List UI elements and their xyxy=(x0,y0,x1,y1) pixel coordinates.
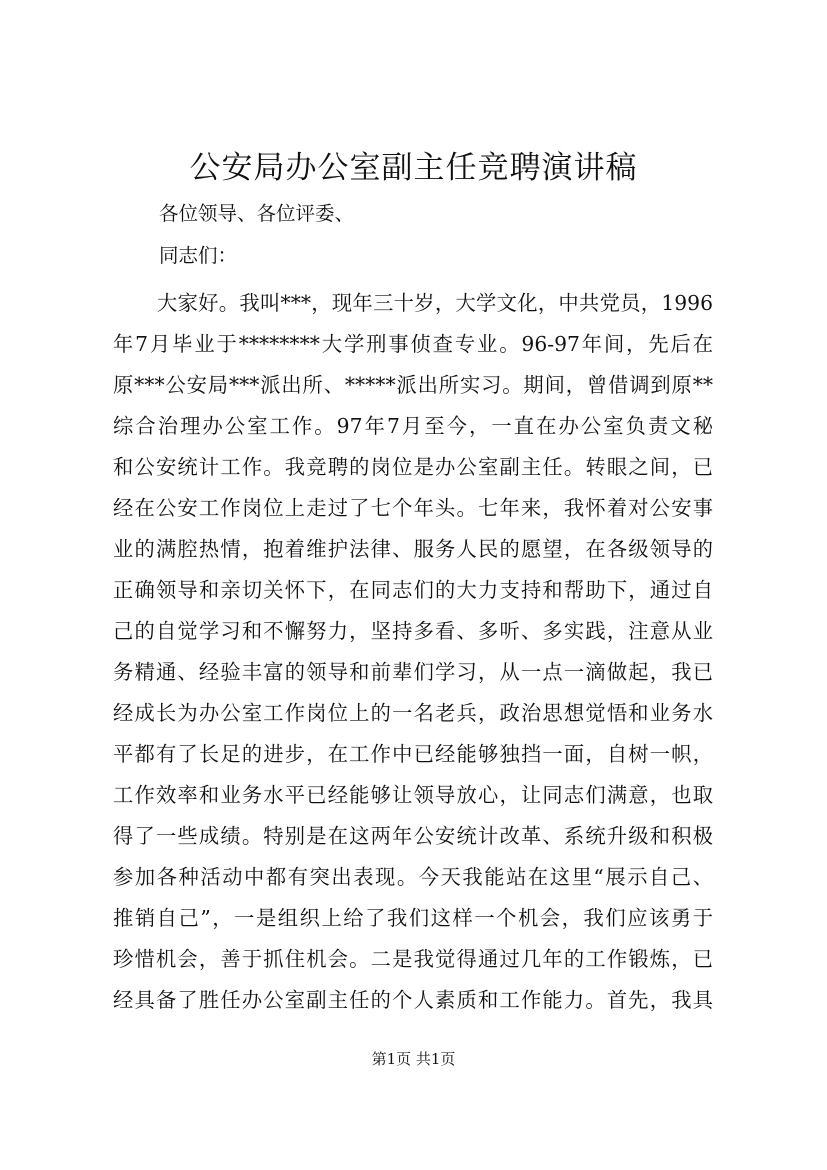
body-line: 年7月毕业于********大学刑事侦查专业。96-97年间，先后在 xyxy=(113,332,713,356)
body-line: 己的自觉学习和不懈努力，坚持多看、多听、多实践，注意从业 xyxy=(113,619,713,643)
body-line: 业的满腔热情，抱着维护法律、服务人民的愿望，在各级领导的 xyxy=(113,537,713,561)
body-line: 经具备了胜任办公室副主任的个人素质和工作能力。首先，我具 xyxy=(113,988,713,1012)
page-number-footer: 第1页 共1页 xyxy=(371,1050,456,1068)
body-line: 推销自己”，一是组织上给了我们这样一个机会，我们应该勇于 xyxy=(113,906,713,930)
body-line: 经成长为办公室工作岗位上的一名老兵，政治思想觉悟和业务水 xyxy=(113,701,713,725)
body-line: 工作效率和业务水平已经能够让领导放心，让同志们满意，也取 xyxy=(113,783,713,807)
speech-body xyxy=(113,283,713,1021)
body-line: 平都有了长足的进步，在工作中已经能够独挡一面，自树一帜， xyxy=(113,742,713,766)
salutation-line-1: 各位领导、各位评委、 xyxy=(159,202,355,225)
body-line: 经在公安工作岗位上走过了七个年头。七年来，我怀着对公安事 xyxy=(113,496,713,520)
body-line: 大家好。我叫***，现年三十岁，大学文化，中共党员，1996 xyxy=(157,291,713,315)
body-line: 综合治理办公室工作。97年7月至今，一直在办公室负责文秘 xyxy=(113,414,713,438)
body-line: 原***公安局***派出所、*****派出所实习。期间，曾借调到原** xyxy=(113,373,713,397)
body-line: 和公安统计工作。我竞聘的岗位是办公室副主任。转眼之间，已 xyxy=(113,455,713,479)
body-line: 务精通、经验丰富的领导和前辈们学习，从一点一滴做起，我已 xyxy=(113,660,713,684)
body-line: 参加各种活动中都有突出表现。今天我能站在这里“展示自己、 xyxy=(113,865,713,889)
salutation-line-2: 同志们： xyxy=(159,244,238,267)
body-line: 珍惜机会，善于抓住机会。二是我觉得通过几年的工作锻炼，已 xyxy=(113,947,713,971)
body-line: 得了一些成绩。特别是在这两年公安统计改革、系统升级和积极 xyxy=(113,824,713,848)
document-title: 公安局办公室副主任竞聘演讲稿 xyxy=(189,150,638,186)
body-line: 正确领导和亲切关怀下，在同志们的大力支持和帮助下，通过自 xyxy=(113,578,713,602)
